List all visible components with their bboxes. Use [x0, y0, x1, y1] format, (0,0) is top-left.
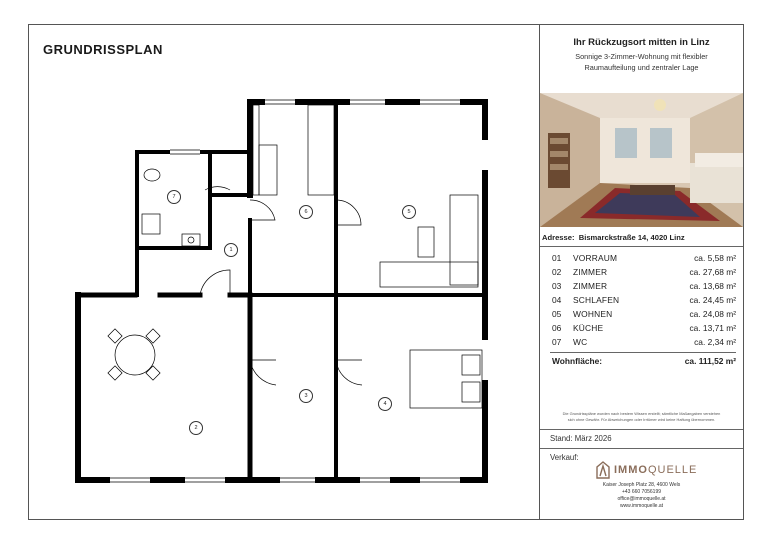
disclaimer-line-1: Die Grundrisspläne wurden nach bestem Wissen erstellt; sämtliche Maßangaben verstehen: [562, 411, 721, 416]
room-no: 02: [552, 267, 562, 277]
contact-phone: +43 660 7056199: [621, 489, 662, 495]
floor-plan: [70, 95, 490, 485]
contact-website[interactable]: www.immoquelle.at: [619, 503, 664, 509]
room-label-5: 5: [402, 205, 416, 219]
room-row: [552, 323, 736, 337]
divider-line: [540, 429, 743, 430]
room-row: [552, 295, 736, 309]
stand-date: Stand: März 2026: [550, 434, 612, 443]
address-label: Adresse:: [542, 233, 575, 242]
plan-title: GRUNDRISSPLAN: [43, 42, 163, 57]
subtitle-line-1: Sonnige 3-Zimmer-Wohnung mit flexibler: [575, 52, 708, 61]
room-name: ZIMMER: [573, 267, 608, 277]
room-row: [552, 281, 736, 295]
logo-mark-icon: [596, 461, 610, 479]
divider-line: [550, 352, 736, 353]
room-area: ca. 24,08 m²: [689, 309, 736, 319]
total-label: Wohnfläche:: [552, 356, 603, 366]
total-value: ca. 111,52 m²: [684, 356, 736, 366]
subtitle-line-2: Raumaufteilung und zentraler Lage: [584, 63, 699, 72]
room-no: 01: [552, 253, 562, 263]
address-value: Bismarckstraße 14, 4020 Linz: [578, 233, 685, 242]
contact-block: [540, 482, 743, 510]
room-no: 07: [552, 337, 562, 347]
room-no: 05: [552, 309, 562, 319]
room-area: ca. 24,45 m²: [689, 295, 736, 305]
room-row: [552, 337, 736, 351]
room-area: ca. 5,58 m²: [694, 253, 736, 263]
room-row: [552, 309, 736, 323]
disclaimer: [546, 411, 737, 422]
room-label-7: 7: [167, 190, 181, 204]
room-label-3: 3: [299, 389, 313, 403]
room-no: 04: [552, 295, 562, 305]
disclaimer-line-2: sich ohne Gewähr. Für Abweichungen oder Irrtümer wird keine Haftung übernommen.: [567, 416, 716, 422]
room-label-6: 6: [299, 205, 313, 219]
room-label-2: 2: [189, 421, 203, 435]
address: [542, 233, 685, 242]
room-name: SCHLAFEN: [573, 295, 620, 305]
listing-subtitle: [548, 51, 735, 73]
listing-title: Ihr Rückzugsort mitten in Linz: [573, 37, 710, 48]
living-room-photo-icon: [540, 93, 743, 227]
logo-text: [614, 464, 697, 476]
logo-part-2: QUELLE: [647, 464, 698, 476]
room-row: [552, 253, 736, 267]
room-row: [552, 267, 736, 281]
contact-address: Kaiser Joseph Platz 28, 4600 Wels: [602, 482, 681, 488]
room-area: ca. 2,34 m²: [694, 337, 736, 347]
room-name: WOHNEN: [573, 309, 613, 319]
total-area: [552, 356, 736, 370]
room-name: WC: [573, 337, 588, 347]
room-name: VORRAUM: [573, 253, 618, 263]
room-area: ca. 27,68 m²: [689, 267, 736, 277]
logo-part-1: IMMO: [614, 464, 648, 476]
room-no: 06: [552, 323, 562, 333]
room-label-4: 4: [378, 397, 392, 411]
contact-email[interactable]: office@immoquelle.at: [617, 496, 666, 502]
info-panel: [540, 25, 743, 519]
room-area: ca. 13,68 m²: [689, 281, 736, 291]
divider-line: [540, 448, 743, 449]
room-name: KÜCHE: [573, 323, 604, 333]
room-label-1: 1: [224, 243, 238, 257]
divider-line: [540, 246, 743, 247]
room-no: 03: [552, 281, 562, 291]
verkauf-label: Verkauf:: [550, 453, 579, 462]
room-name: ZIMMER: [573, 281, 608, 291]
room-list: [552, 253, 736, 351]
room-area: ca. 13,71 m²: [689, 323, 736, 333]
